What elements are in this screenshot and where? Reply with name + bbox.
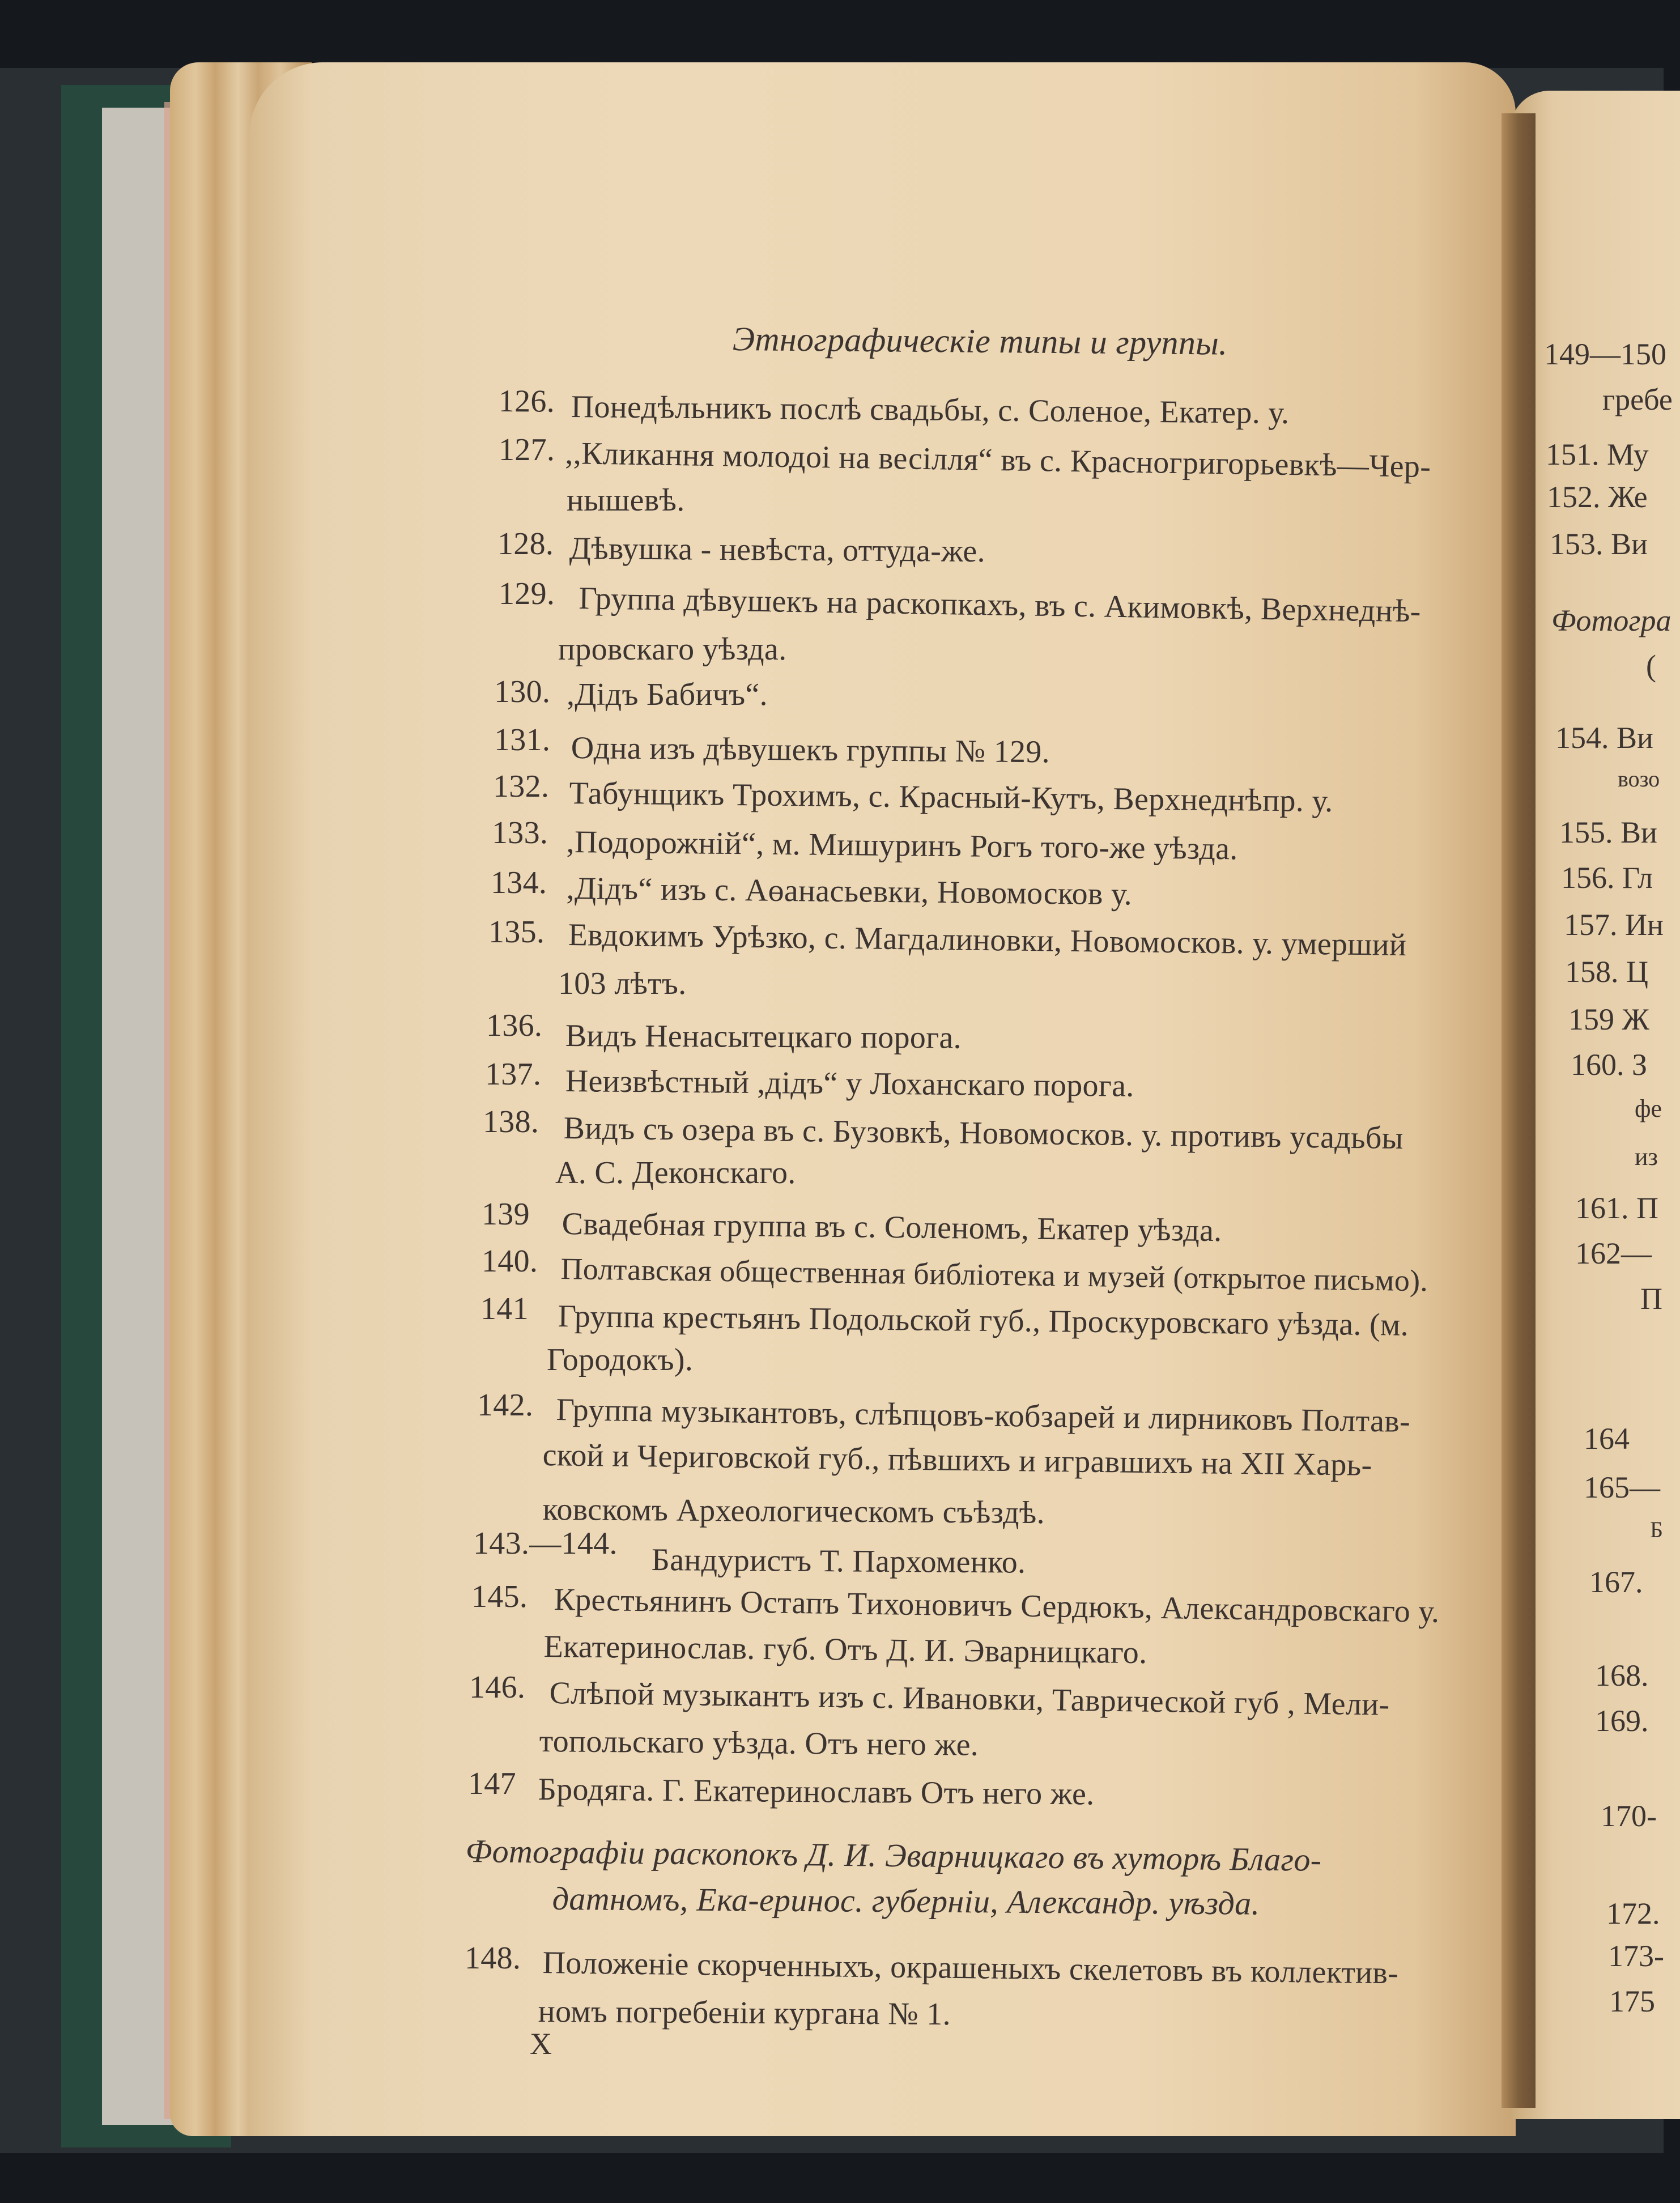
entry-text: ковскомъ Археологическомъ съѣздѣ. (542, 1492, 1045, 1531)
right-page-text: Фотогра (1551, 603, 1672, 637)
entry-number: 135. (488, 915, 545, 950)
entry-text: Слѣпой музыкантъ изъ с. Ивановки, Таврической губ , Мели- (549, 1675, 1390, 1723)
entry-number: 139 (482, 1197, 530, 1232)
entry-text: 103 лѣтъ. (558, 966, 687, 1001)
entry-text: Свадебная группа въ с. Соленомъ, Екатер уѣзда. (562, 1206, 1222, 1249)
right-page-text: 175 (1609, 1984, 1655, 2018)
entry-text: Городокъ). (547, 1342, 694, 1377)
entry-text: Евдокимъ Урѣзко, с. Магдалиновки, Новомосков. у. умерший (568, 917, 1407, 963)
entry-text: Одна изъ дѣвушекъ группы № 129. (571, 730, 1050, 770)
right-page-text: фе (1635, 1095, 1662, 1122)
entry-text: ,,Кликання молодоі на весілля“ въ с. Красногригорьевкѣ—Чер- (565, 436, 1431, 484)
entry-text: Полтавская общественная библіотека и музей (открытое письмо). (560, 1252, 1428, 1298)
entry-text: Группа дѣвушекъ на раскопкахъ, въ с. Акимовкѣ, Верхнеднѣ- (579, 581, 1422, 630)
entry-number: 140. (482, 1244, 538, 1279)
entry-number: 132. (493, 769, 550, 804)
entry-text: Дѣвушка - невѣста, оттуда-же. (569, 531, 986, 569)
right-page-text: П (1640, 1282, 1662, 1316)
entry-number: 127. (499, 432, 555, 467)
entry-text: провскаго уѣзда. (558, 632, 787, 667)
entry-number: 147 (468, 1766, 516, 1801)
right-page-text: 172. (1606, 1896, 1660, 1930)
book-gutter (1502, 113, 1536, 2108)
right-page-text: 149—150 (1544, 337, 1666, 371)
section-heading: датномъ, Ека-еринос. губерніи, Александр. уѣзда. (552, 1880, 1260, 1922)
right-page-text: 157. Ин (1564, 908, 1664, 942)
right-page-text: 161. П (1575, 1191, 1658, 1225)
entry-text: Неизвѣстный ,дідъ“ у Лоханскаго порога. (565, 1064, 1134, 1104)
entry-text: топольскаго уѣзда. Отъ него же. (539, 1724, 979, 1763)
entry-text: Понедѣльникъ послѣ свадьбы, с. Соленое, Екатер. у. (571, 389, 1290, 431)
right-page-text: 162— (1575, 1236, 1652, 1270)
right-page-text: 154. Ви (1555, 721, 1653, 755)
right-page-text: 156. Гл (1561, 861, 1653, 895)
right-page-text: 151. Му (1546, 437, 1649, 471)
entry-text: Видъ Ненасытецкаго порога. (565, 1018, 962, 1056)
right-page-text: 153. Ви (1550, 527, 1648, 561)
entry-number: 141 (480, 1291, 529, 1326)
entry-text: Видъ съ озера въ с. Бузовкѣ, Новомосков. у. противъ усадьбы (563, 1111, 1404, 1156)
right-page-text: 159 Ж (1568, 1002, 1649, 1036)
entry-text: ,Подорожній“, м. Мишуринъ Рогъ того-же уѣзда. (566, 824, 1238, 867)
right-page-text: 155. Ви (1559, 815, 1657, 849)
right-page-text: возо (1618, 766, 1660, 792)
entry-number: 133. (492, 815, 548, 850)
entry-text: ской и Чериговской губ., пѣвшихъ и игравшихъ на XII Харь- (542, 1438, 1372, 1483)
entry-number: 136. (486, 1008, 543, 1043)
right-page-text: 170- (1601, 1799, 1657, 1833)
entry-text: ,Дідъ Бабичъ“. (567, 677, 768, 712)
entry-text: номъ погребеніи кургана № 1. (538, 1994, 951, 2032)
right-page-text: 168. (1595, 1658, 1649, 1692)
right-page-text: 164 (1584, 1422, 1630, 1456)
right-page-text: 165— (1584, 1470, 1660, 1504)
entry-text: Екатеринослав. губ. Отъ Д. И. Эварницкаго. (543, 1629, 1147, 1671)
entry-text: Группа крестьянъ Подольской губ., Проскуровскаго уѣзда. (м. (558, 1299, 1409, 1343)
entry-number: 138. (483, 1104, 539, 1139)
entry-number: 148. (465, 1941, 521, 1976)
right-page-text: 158. Ц (1565, 955, 1648, 989)
entry-number: 143.—144. (473, 1526, 618, 1561)
entry-text: Табунщикъ Трохимъ, с. Красный-Кутъ, Верхнеднѣпр. у. (569, 776, 1333, 819)
right-page-text: гребе (1602, 382, 1673, 416)
right-page-text: из (1635, 1143, 1658, 1171)
entry-text: Крестьянинъ Остапъ Тихоновичъ Сердюкъ, Александровскаго у. (554, 1582, 1440, 1630)
entry-number: 131. (494, 722, 551, 758)
entry-text: нышевѣ. (567, 483, 685, 518)
right-page-text: 152. Же (1547, 480, 1648, 514)
page-header: Этнографическiе типы и группы. (732, 320, 1228, 362)
right-page-text: 169. (1595, 1704, 1649, 1738)
entry-number: 145. (471, 1579, 528, 1614)
entry-text: Бандуристъ Т. Пархоменко. (651, 1542, 1026, 1580)
entry-text: Бродяга. Г. Екатеринославъ Отъ него же. (538, 1772, 1095, 1812)
right-page-text: 167. (1589, 1565, 1643, 1599)
section-heading: Фотографіи раскопокъ Д. И. Эварницкаго въ хуторѣ Благо- (465, 1832, 1322, 1878)
entry-number: 146. (469, 1670, 526, 1705)
entry-number: 126. (498, 384, 555, 419)
signature-mark: X (530, 2027, 552, 2061)
entry-number: 128. (497, 526, 554, 562)
entry-number: 134. (491, 865, 547, 900)
entry-number: 130. (494, 674, 551, 709)
entry-number: 142. (477, 1388, 534, 1423)
right-page-text: Б (1650, 1517, 1663, 1542)
entry-text: Группа музыкантовъ, слѣпцовъ-кобзарей и лирниковъ Полтав- (556, 1392, 1411, 1440)
entry-text: Положеніе скорченныхъ, окрашеныхъ скелетовъ въ коллектив- (542, 1945, 1399, 1991)
entry-number: 129. (499, 576, 555, 611)
entry-text: ,Дідъ“ изъ с. Аөанасьевки, Новомосков у. (566, 871, 1133, 912)
right-page-text: 173- (1608, 1939, 1664, 1973)
entry-text: А. С. Деконскаго. (555, 1155, 796, 1190)
right-page-text: 160. З (1571, 1048, 1648, 1082)
entry-number: 137. (485, 1057, 542, 1092)
right-page-text: ( (1646, 649, 1656, 683)
